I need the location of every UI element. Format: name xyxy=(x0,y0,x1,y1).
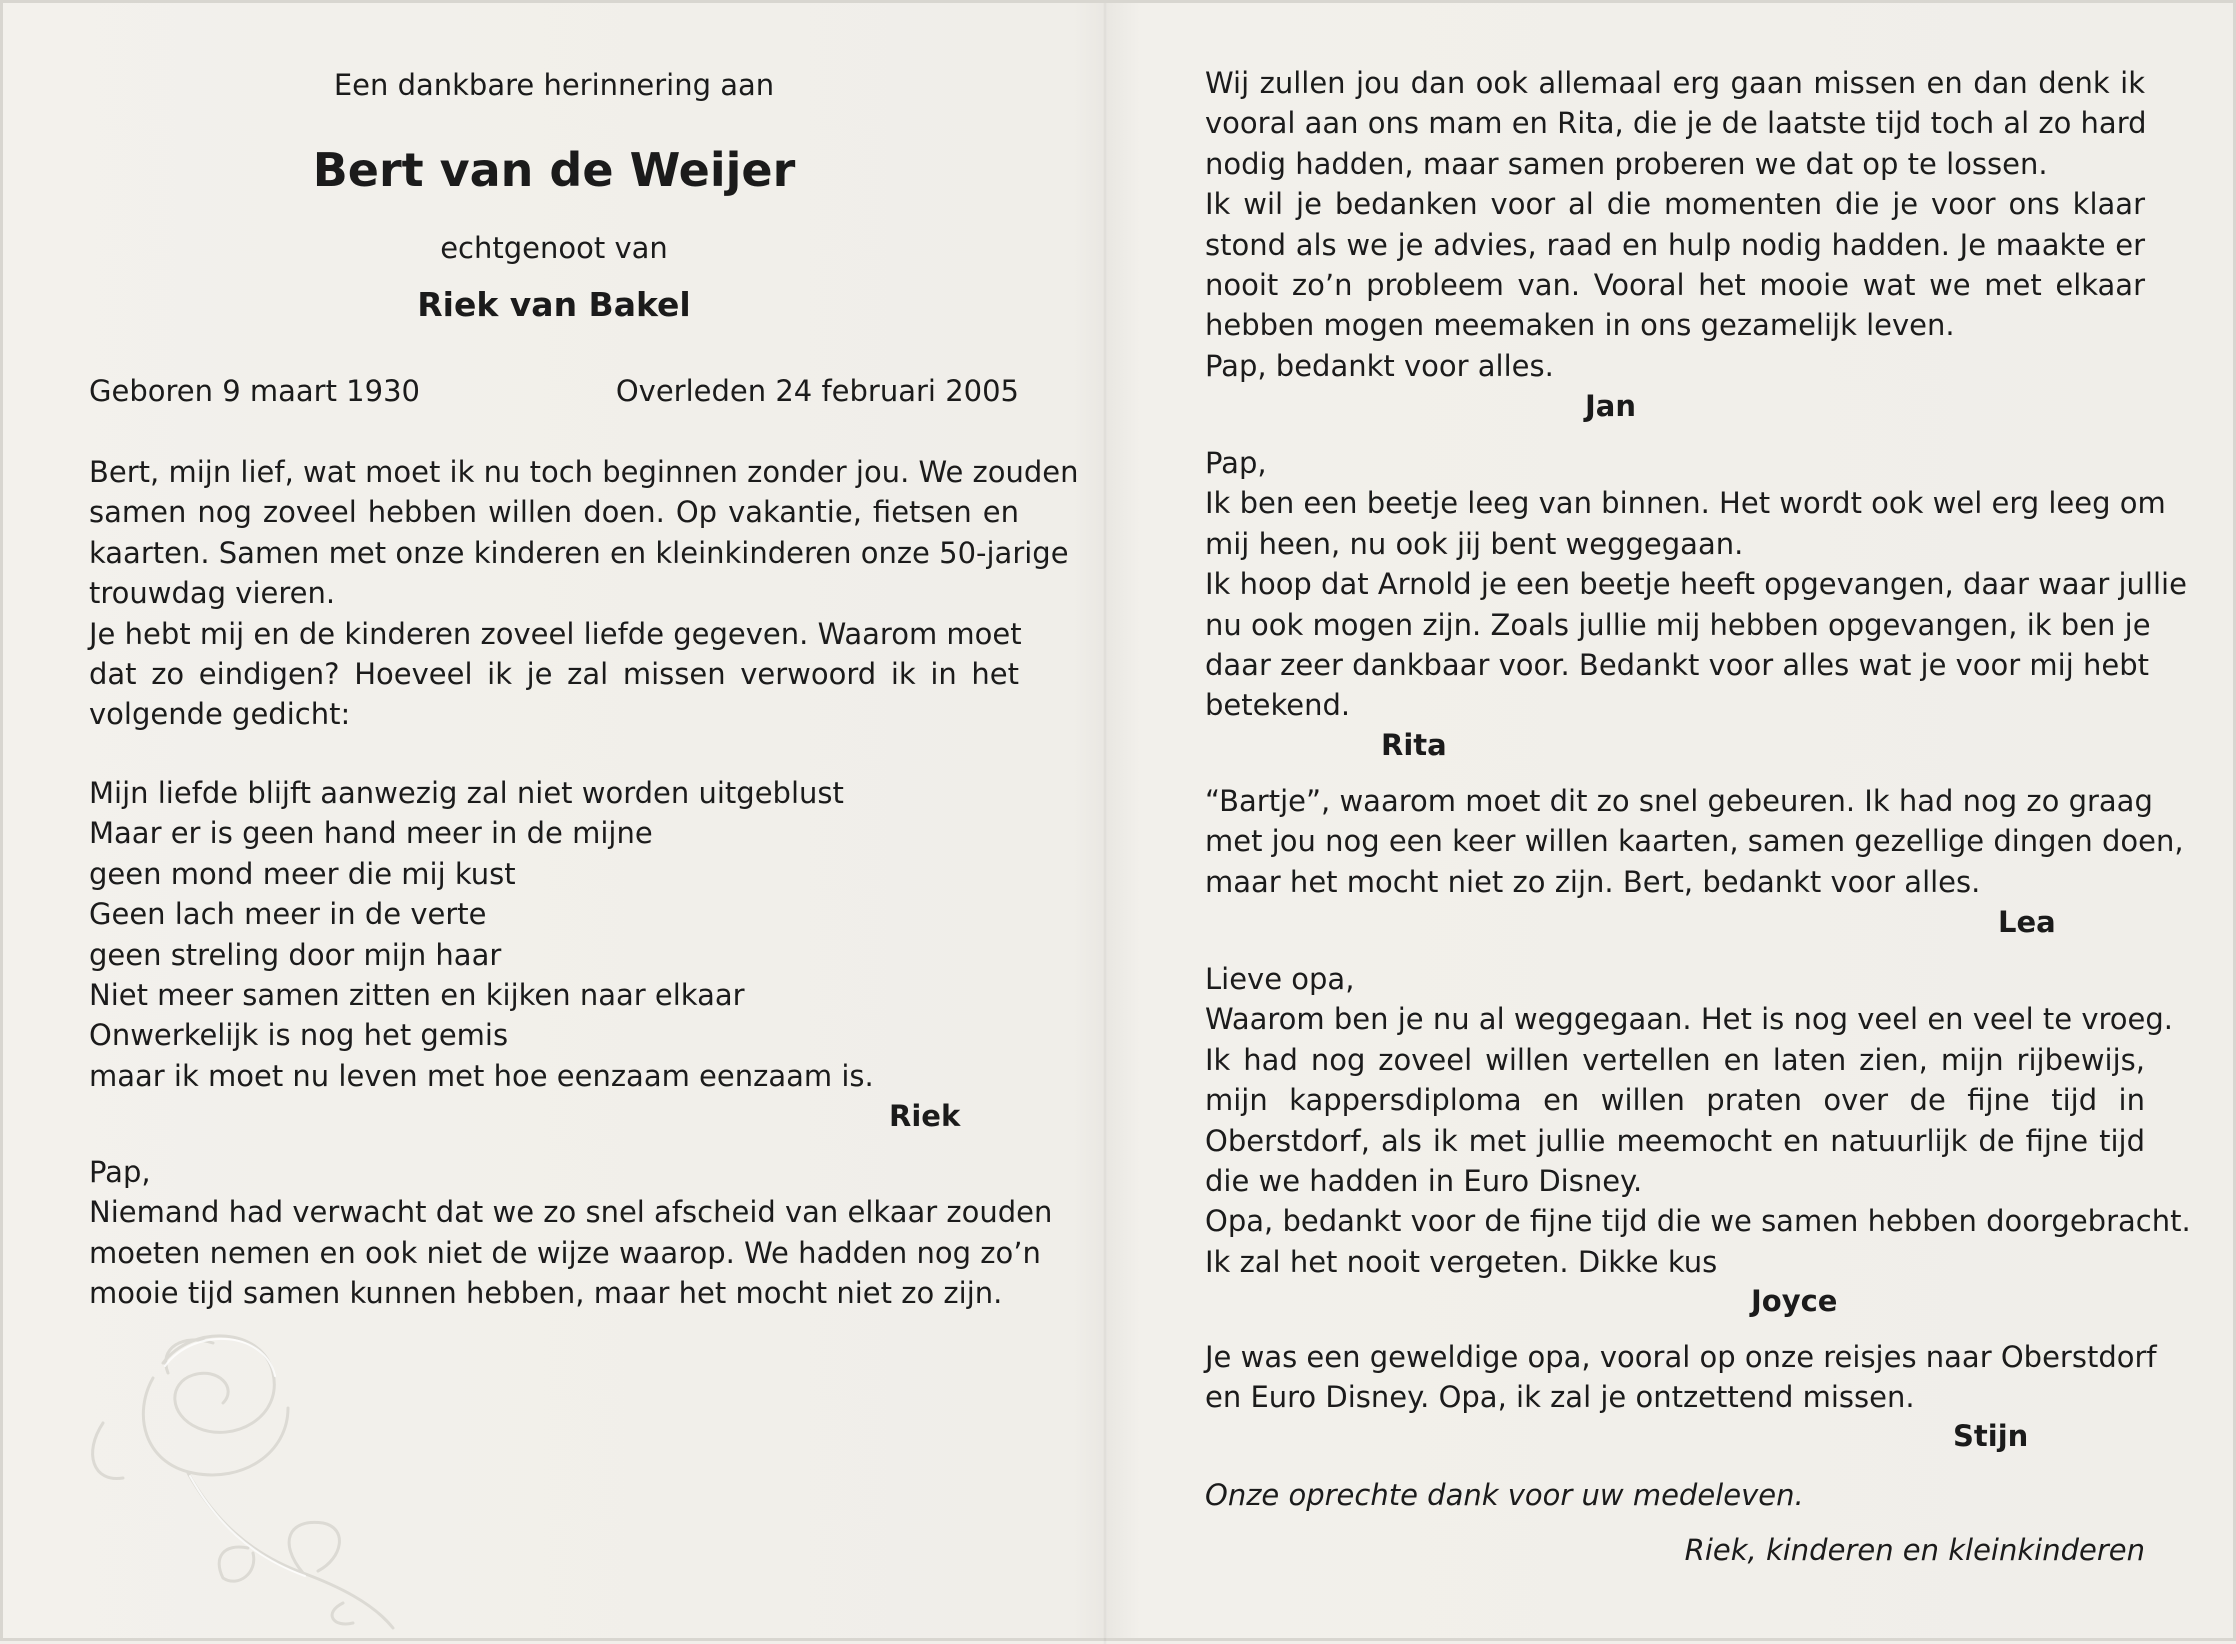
embossed-rose-icon xyxy=(73,1303,413,1633)
poem-line: Niet meer samen zitten en kijken naar elkaar xyxy=(89,978,745,1013)
text-line: die we hadden in Euro Disney. xyxy=(1205,1164,1643,1199)
text-line: trouwdag vieren. xyxy=(89,576,336,611)
text-line: dat zo eindigen? Hoeveel ik je zal missen verwoord ik in het xyxy=(89,657,1019,692)
spouse-label: echtgenoot van xyxy=(440,231,668,265)
text-line: daar zeer dankbaar voor. Bedankt voor alles wat je voor mij hebt xyxy=(1205,648,2150,683)
signature-rita: Rita xyxy=(1381,728,1447,762)
text-line: mij heen, nu ook jij bent weggegaan. xyxy=(1205,526,1744,561)
text-line: mooie tijd samen kunnen hebben, maar het mocht niet zo zijn. xyxy=(89,1276,1003,1311)
text-line: maar het mocht niet zo zijn. Bert, bedankt voor alles. xyxy=(1205,864,1981,899)
signature-jan: Jan xyxy=(1585,389,1637,423)
text-line: Je hebt mij en de kinderen zoveel liefde gegeven. Waarom moet xyxy=(89,616,1022,651)
text-line: moeten nemen en ook niet de wijze waarop. We hadden nog zo’n xyxy=(89,1235,1041,1270)
greeting: Pap, xyxy=(89,1155,151,1189)
letter-joyce xyxy=(1205,959,2191,1282)
family-signature: Riek, kinderen en kleinkinderen xyxy=(1684,1533,2145,1567)
text-line: Waarom ben je nu al weggegaan. Het is nog veel en veel te vroeg. xyxy=(1205,1002,2173,1037)
poem-line: maar ik moet nu leven met hoe eenzaam eenzaam is. xyxy=(89,1058,874,1093)
text-line: stond als we je advies, raad en hulp nodig hadden. Je maakte er xyxy=(1205,227,2145,262)
poem-line: Onwerkelijk is nog het gemis xyxy=(89,1018,509,1053)
letter-pap xyxy=(89,1152,1053,1314)
thanks-line: Onze oprechte dank voor uw medeleven. xyxy=(1205,1478,1804,1512)
text-line: Niemand had verwacht dat we zo snel afscheid van elkaar zouden xyxy=(89,1195,1053,1230)
poem-line: Maar er is geen hand meer in de mijne xyxy=(89,816,653,851)
text-line: met jou nog een keer willen kaarten, samen gezellige dingen doen, xyxy=(1205,824,2184,859)
deceased-name: Bert van de Weijer xyxy=(312,143,796,197)
text-line: Ik zal het nooit vergeten. Dikke kus xyxy=(1205,1244,1718,1279)
letter-riek xyxy=(89,452,1079,735)
text-line: nooit zo’n probleem van. Vooral het mooie wat we met elkaar xyxy=(1205,268,2145,303)
text-line: Pap, bedankt voor alles. xyxy=(1205,348,1554,383)
poem-line: geen streling door mijn haar xyxy=(89,937,502,972)
text-line: Opa, bedankt voor de fijne tijd die we samen hebben doorgebracht. xyxy=(1205,1204,2191,1239)
text-line: Ik had nog zoveel willen vertellen en laten zien, mijn rijbewijs, xyxy=(1205,1042,2145,1077)
text-line: hebben mogen meemaken in ons gezamelijk leven. xyxy=(1205,308,1955,343)
signature-riek: Riek xyxy=(889,1099,961,1133)
poem-line: geen mond meer die mij kust xyxy=(89,856,516,891)
greeting: Pap, xyxy=(1205,446,1267,480)
signature-lea: Lea xyxy=(1998,905,2056,939)
poem-line: Mijn liefde blijft aanwezig zal niet worden uitgeblust xyxy=(89,776,844,810)
death-date: Overleden 24 februari 2005 xyxy=(615,374,1019,408)
poem-line: Geen lach meer in de verte xyxy=(89,897,487,932)
card-fold xyxy=(1103,3,1107,1644)
spouse-name: Riek van Bakel xyxy=(417,285,691,324)
text-line: nu ook mogen zijn. Zoals jullie mij hebben opgevangen, ik ben je xyxy=(1205,607,2151,642)
letter-lea xyxy=(1205,781,2184,902)
text-line: Ik ben een beetje leeg van binnen. Het wordt ook wel erg leeg om xyxy=(1205,486,2166,521)
birth-date: Geboren 9 maart 1930 xyxy=(89,374,420,408)
text-line: Oberstdorf, als ik met jullie meemocht en natuurlijk de fijne tijd xyxy=(1205,1123,2145,1158)
text-line: betekend. xyxy=(1205,688,1351,723)
text-line: mijn kappersdiploma en willen praten over de fijne tijd in xyxy=(1205,1083,2145,1118)
text-line: “Bartje”, waarom moet dit zo snel gebeuren. Ik had nog zo graag xyxy=(1205,784,2153,818)
signature-stijn: Stijn xyxy=(1953,1419,2029,1453)
signature-joyce: Joyce xyxy=(1751,1284,1838,1318)
text-line: Je was een geweldige opa, vooral op onze reisjes naar Oberstdorf xyxy=(1205,1340,2157,1374)
text-line: en Euro Disney. Opa, ik zal je ontzettend missen. xyxy=(1205,1380,1915,1415)
letter-stijn xyxy=(1205,1337,2157,1418)
letter-jan xyxy=(1205,63,2145,386)
text-line: nodig hadden, maar samen proberen we dat op te lossen. xyxy=(1205,146,2048,181)
text-line: Ik wil je bedanken voor al die momenten die je voor ons klaar xyxy=(1205,187,2145,222)
text-line: Wij zullen jou dan ook allemaal erg gaan missen en dan denk ik xyxy=(1205,66,2145,100)
letter-rita xyxy=(1205,443,2187,726)
text-line: kaarten. Samen met onze kinderen en kleinkinderen onze 50-jarige xyxy=(89,535,1069,570)
text-line: Ik hoop dat Arnold je een beetje heeft opgevangen, daar waar jullie xyxy=(1205,567,2187,602)
poem xyxy=(89,773,1019,1096)
text-line: samen nog zoveel hebben willen doen. Op vakantie, fietsen en xyxy=(89,495,1019,530)
text-line: vooral aan ons mam en Rita, die je de laatste tijd toch al zo hard xyxy=(1205,106,2147,141)
text-line: volgende gedicht: xyxy=(89,697,351,732)
greeting: Lieve opa, xyxy=(1205,962,1355,996)
text-line: Bert, mijn lief, wat moet ik nu toch beginnen zonder jou. We zouden xyxy=(89,455,1079,489)
intro-line: Een dankbare herinnering aan xyxy=(333,68,775,102)
